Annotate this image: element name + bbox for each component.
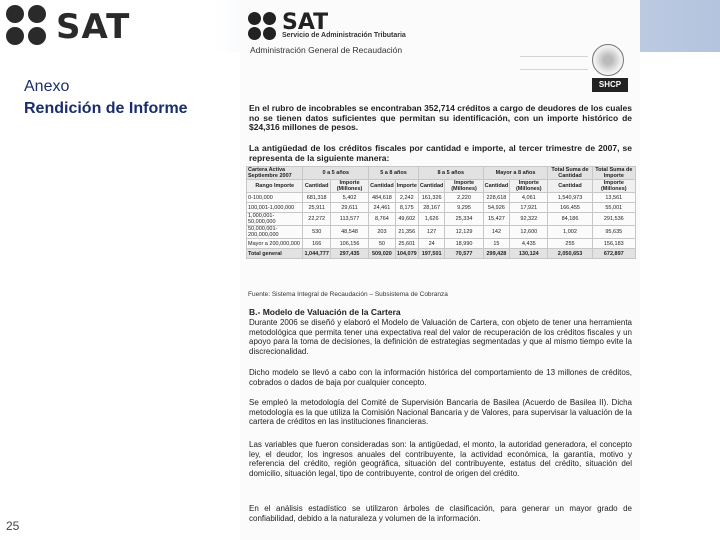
credit-age-table [246,166,636,259]
table-group-header: Mayor a 8 años [483,167,548,180]
table-cell: 9,295 [445,203,483,213]
table-cell: 2,220 [445,193,483,203]
table-cell: 161,326 [418,193,445,203]
table-cell: 24 [418,239,445,249]
table-row [247,213,636,226]
sat-logo [6,5,146,47]
table-sub-header: Importe (Millones) [330,180,368,193]
table-cell: 13,561 [592,193,635,203]
table-body [247,193,636,259]
table-cell: 299,428 [483,249,510,259]
table-cell: 17,921 [510,203,548,213]
table-cell: 92,322 [510,213,548,226]
doc-sat-dots-icon [248,12,278,42]
table-row-label: 0-100,000 [247,193,303,203]
table-sub-header: Cantidad [483,180,510,193]
table-row-label: 50,000,001-200,000,000 [247,226,303,239]
page-number: 25 [6,519,20,533]
table-cell: 18,990 [445,239,483,249]
table-cell: 127 [418,226,445,239]
doc-paragraph-arboles: En el análisis estadístico se utilizaron árboles de clasificación, para generar un mayor grado de confiabilidad, debido a la naturaleza y volumen de la información. [249,504,632,523]
table-cell: 1,540,973 [548,193,592,203]
doc-paragraph-antiguedad: La antigüedad de los créditos fiscales por cantidad e importe, al tercer trimestre de 2007, se representa de la siguiente manera: [249,143,632,163]
table-cell: 54,926 [483,203,510,213]
slide-title-line2: Rendición de Informe [24,100,188,117]
table-cell: 8,175 [395,203,418,213]
table-cell: 255 [548,239,592,249]
table-cell: 2,050,653 [548,249,592,259]
table-row-label: Total general [247,249,303,259]
table-row [247,239,636,249]
doc-paragraph-variables: Las variables que fueron consideradas son: la antigüedad, el monto, la autoridad generadora, el concepto ley, el deudor, los ingresos anuales del contribuyente, la actividad económica, la garantía, motivo y referencia del crédito, región geográfica, situación del contribuyente, estatus del crédito, situación del domicilio, situación legal, tipo de contribuyente, control de origen del crédito. [249,440,632,478]
table-group-header: 5 a 8 años [369,167,419,180]
table-sub-header: Importe (Millones) [592,180,635,193]
table-cell: 84,186 [548,213,592,226]
doc-header-microtext [520,56,588,70]
table-sub-header: Cantidad [418,180,445,193]
table-cell: 228,618 [483,193,510,203]
table-cell: 291,536 [592,213,635,226]
table-sub-header: Cantidad [369,180,396,193]
section-title-modelo: B.- Modelo de Valuación de la Cartera [249,307,401,317]
table-source-note: Fuente: Sistema Integral de Recaudación – Subsistema de Cobranza [248,291,448,298]
table-sub-header: Importe (Millones) [510,180,548,193]
table-row-label: 100,001-1,000,000 [247,203,303,213]
table-cell: 12,129 [445,226,483,239]
table-cell: 25,911 [303,203,330,213]
table-cell: 142 [483,226,510,239]
doc-paragraph-modelo: Durante 2006 se diseñó y elaboró el Modelo de Valuación de Cartera, con objeto de tener una herramienta metodológica que permita tener una expectativa real del valor de recuperación de los créditos fiscales y un apoyo para la toma de decisiones, la definición de estrategias segmentadas y que al mismo tiempo evite la discrecionalidad. [249,318,632,356]
table-cell: 106,156 [330,239,368,249]
table-cell: 21,356 [395,226,418,239]
table-cell: 672,897 [592,249,635,259]
table-cell: 8,764 [369,213,396,226]
doc-agency-name: Administración General de Recaudación [250,45,403,55]
table-cell: 4,435 [510,239,548,249]
table-cell: 130,124 [510,249,548,259]
table-group-header: 8 a 5 años [418,167,483,180]
table-sub-header: Cantidad [303,180,330,193]
table-cell: 104,079 [396,250,417,257]
doc-sat-subtitle: Servicio de Administración Tributaria [282,32,406,39]
doc-paragraph-basilea: Se empleó la metodología del Comité de Supervisión Bancaria de Basilea (Acuerdo de Basilea II). Dicha metodología es la que utiliza la Comisión Nacional Bancaria y de Valores, para supervisar la valuación de la cartera de créditos en las instituciones financieras. [249,398,632,427]
doc-sat-logo [248,10,488,56]
table-cell: 297,435 [330,249,368,259]
table-cell: 49,602 [395,213,418,226]
table-cell: 95,635 [592,226,635,239]
table-cell: 29,611 [330,203,368,213]
table-sub-header: Cantidad [548,180,592,193]
sat-logo-dots-icon [6,5,48,47]
doc-paragraph-incobrables: En el rubro de incobrables se encontraban 352,714 créditos a cargo de deudores de los cuales no se tienen datos suficientes que permitan su identificación, con un importe histórico de $24,316 millones de pesos. [249,103,632,133]
table-cell: 25,334 [445,213,483,226]
table-cell: 197,501 [418,249,445,259]
table-cell: 530 [303,226,330,239]
table-cell: 166,455 [548,203,592,213]
table-group-header: Total Suma de Importe [592,167,635,180]
table-group-header: 0 a 5 años [303,167,369,180]
table-corner-label: Cartera Activa Septiembre 2007 [247,167,303,180]
table-cell: 70,577 [445,249,483,259]
slide-title [24,76,188,120]
table-cell: 484,618 [369,193,396,203]
table-cell: 24,461 [369,203,396,213]
table-group-header: Total Suma de Cantidad [548,167,592,180]
table-cell: 1,626 [418,213,445,226]
mexico-seal-icon [592,44,624,76]
table-sub-header: Importe (Millones) [445,180,483,193]
table-cell: 1,044,777 [304,250,329,257]
table-row [247,249,636,259]
sat-logo-wordmark: SAT [56,7,131,47]
table-cell: 48,548 [330,226,368,239]
table-cell: 28,167 [418,203,445,213]
table-cell: 15 [483,239,510,249]
table-cell: 166 [303,239,330,249]
table-cell: 15,427 [483,213,510,226]
table-cell: 22,272 [303,213,330,226]
doc-paragraph-historico: Dicho modelo se llevó a cabo con la información histórica del comportamiento de 13 millones de créditos, cobrados o dados de baja por cualquier concepto. [249,368,632,387]
table-cell: 1,002 [548,226,592,239]
table-row-label: Mayor a 200,000,000 [247,239,303,249]
scanned-document [240,0,640,540]
shcp-badge: SHCP [592,78,628,92]
table-cell: 4,061 [510,193,548,203]
table-sub-header: Importe [395,180,418,193]
table-cell: 55,001 [592,203,635,213]
table-cell: 2,242 [395,193,418,203]
table-cell: 50 [369,239,396,249]
doc-sat-wordmark: SAT [282,10,329,35]
table-cell: 681,318 [303,193,330,203]
table-sub-header: Rango Importe [247,180,303,193]
table-row [247,203,636,213]
table-cell: 25,601 [395,239,418,249]
table-cell: 156,183 [592,239,635,249]
table-cell: 509,020 [369,249,396,259]
table-cell: 12,600 [510,226,548,239]
table-cell: 5,402 [330,193,368,203]
table-row [247,226,636,239]
slide-title-line1: Anexo [24,78,70,95]
table-cell: 203 [369,226,396,239]
table-row [247,193,636,203]
table-row-label: 1,000,001-50,000,000 [247,213,303,226]
table-cell: 113,577 [330,213,368,226]
